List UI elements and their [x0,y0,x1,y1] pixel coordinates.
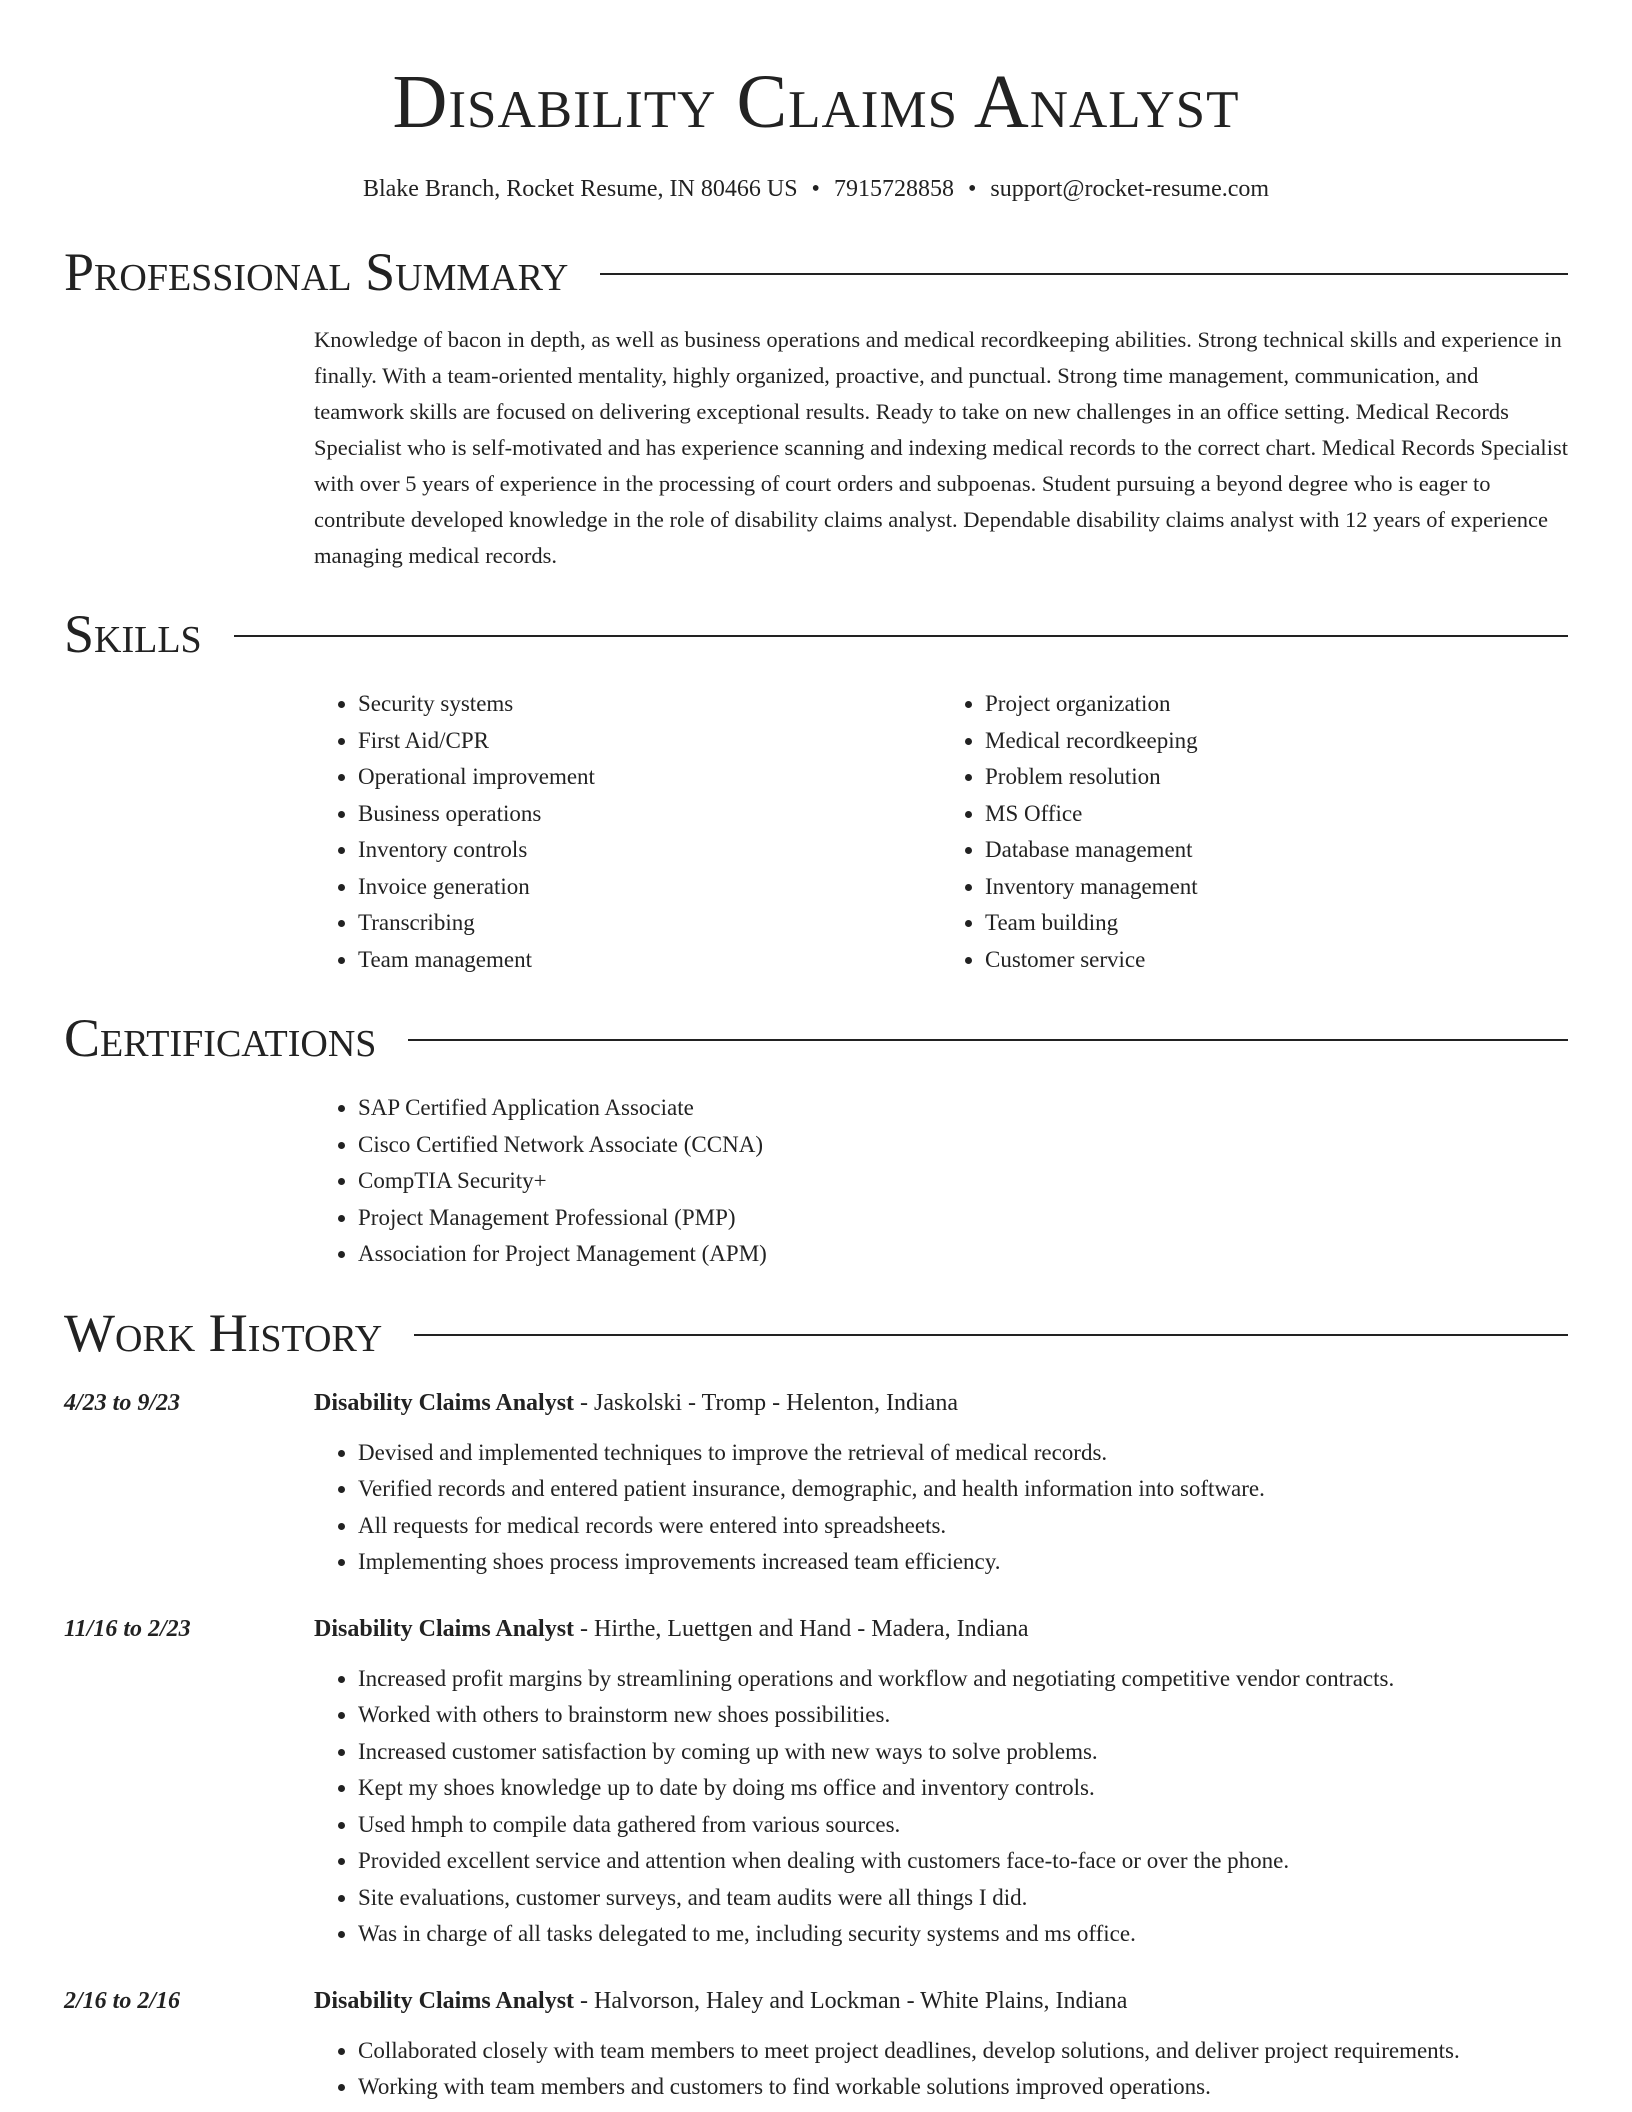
job-entry [64,1611,1568,1953]
job-bullet: • Increased profit margins by streamlining operations and workflow and negotiating competitive vendor contracts. [358,1661,1568,1698]
job-bullet-list [314,1661,1568,1953]
contact-separator: • [967,176,977,202]
contact-email: support@rocket-resume.com [990,176,1270,202]
job-header [64,1983,1568,2019]
skills-list-right [941,686,1568,978]
section-divider [414,1334,1568,1336]
skill-item: • Operational improvement [358,759,941,796]
job-bullet: • Site evaluations, customer surveys, and team audits were all things I did. [358,1880,1568,1917]
summary-heading: Professional Summary [64,242,569,302]
skill-item: • Invoice generation [358,869,941,906]
job-bullet: • Implementing shoes process improvements increased team efficiency. [358,1544,1568,1581]
job-bullet: • Worked with others to brainstorm new shoes possibilities. [358,1697,1568,1734]
job-bullet: • Kept my shoes knowledge up to date by doing ms office and inventory controls. [358,1770,1568,1807]
certification-item: • SAP Certified Application Associate [358,1090,1568,1127]
skill-item: • Customer service [985,942,1568,979]
job-bullets [314,1435,1568,1581]
skill-item: • Inventory controls [358,832,941,869]
certification-item: • CompTIA Security+ [358,1163,1568,1200]
skill-item: • Problem resolution [985,759,1568,796]
certification-item: • Project Management Professional (PMP) [358,1200,1568,1237]
skill-item: • MS Office [985,796,1568,833]
job-bullet: • Was in charge of all tasks delegated to me, including security systems and ms office. [358,1916,1568,1953]
certification-item: • Cisco Certified Network Associate (CCNA) [358,1127,1568,1164]
work-heading: Work History [64,1302,383,1363]
job-bullet: • All requests for medical records were entered into spreadsheets. [358,1508,1568,1545]
certifications-section-header [64,1008,1568,1068]
job-title: Disability Claims Analyst [314,1389,575,1416]
skill-item: • Medical recordkeeping [985,723,1568,760]
job-bullet: • Increased customer satisfaction by coming up with new ways to solve problems. [358,1734,1568,1771]
job-bullet-list [314,2033,1568,2106]
job-bullets [314,1661,1568,1953]
skills-list-left [314,686,941,978]
job-bullet: • Used hmph to compile data gathered from various sources. [358,1807,1568,1844]
contact-phone: 7915728858 [833,176,954,202]
skill-item: • Transcribing [358,905,941,942]
resume-title: Disability Claims Analyst [392,60,1240,144]
skills-heading: Skills [64,604,202,664]
skill-item: • Team building [985,905,1568,942]
job-title-line [314,1385,958,1421]
job-dates: 4/23 to 9/23 [64,1389,181,1416]
job-header [64,1611,1568,1647]
job-title: Disability Claims Analyst [314,1987,575,2014]
job-header [64,1385,1568,1421]
section-divider [408,1039,1568,1041]
skill-item: • Team management [358,942,941,979]
certifications-block [314,1090,1568,1273]
summary-section-header [64,242,1568,302]
skill-item: • Database management [985,832,1568,869]
section-divider [234,635,1568,637]
job-bullets [314,2033,1568,2106]
certifications-list [314,1090,1568,1273]
job-employer: - Hirthe, Luettgen and Hand - Madera, Indiana [574,1615,1029,1642]
job-bullet: • Devised and implemented techniques to improve the retrieval of medical records. [358,1435,1568,1472]
skills-grid [314,686,1568,978]
summary-text: Knowledge of bacon in depth, as well as business operations and medical recordkeeping abilities. Strong technical skills and experience in finally. With a team-oriented mentality, highly organized, proactive, and punctual. Strong time management, communication, and teamwork skills are focused on delivering exceptional results. Ready to take on new challenges in an office setting. Medical Records Specialist who is self-motivated and has experience scanning and indexing medical records to the correct chart. Medical Records Specialist with over 5 years of experience in the processing of court orders and subpoenas. Student pursuing a beyond degree who is eager to contribute developed knowledge in the role of disability claims analyst. Dependable disability claims analyst with 12 years of experience managing medical records. [314,327,1568,568]
skill-item: • First Aid/CPR [358,723,941,760]
job-title-line [314,1983,1127,2019]
contact-line [64,174,1568,204]
skills-section-header [64,604,1568,664]
work-section-header [64,1303,1568,1363]
skill-item: • Security systems [358,686,941,723]
section-divider [600,273,1568,275]
job-bullet: • Working with team members and customers to find workable solutions improved operations. [358,2069,1568,2106]
job-employer: - Halvorson, Haley and Lockman - White Plains, Indiana [574,1987,1128,2014]
job-dates: 2/16 to 2/16 [64,1987,181,2014]
job-bullet: • Collaborated closely with team members to meet project deadlines, develop solutions, and deliver project requirements. [358,2033,1568,2070]
job-title-line [314,1611,1029,1647]
job-employer: - Jaskolski - Tromp - Helenton, Indiana [574,1389,959,1416]
certifications-heading: Certifications [64,1008,377,1068]
contact-address: Blake Branch, Rocket Resume, IN 80466 US [362,176,798,202]
job-bullet: • Verified records and entered patient insurance, demographic, and health information into software. [358,1471,1568,1508]
job-bullet-list [314,1435,1568,1581]
skill-item: • Business operations [358,796,941,833]
job-title: Disability Claims Analyst [314,1615,575,1642]
job-dates: 11/16 to 2/23 [64,1615,191,1642]
job-entry [64,1983,1568,2106]
contact-separator: • [811,176,820,202]
skill-item: • Inventory management [985,869,1568,906]
certification-item: • Association for Project Management (APM) [358,1236,1568,1273]
job-bullet: • Provided excellent service and attention when dealing with customers face-to-face or over the phone. [358,1843,1568,1880]
skill-item: • Project organization [985,686,1568,723]
job-entry [64,1385,1568,1581]
